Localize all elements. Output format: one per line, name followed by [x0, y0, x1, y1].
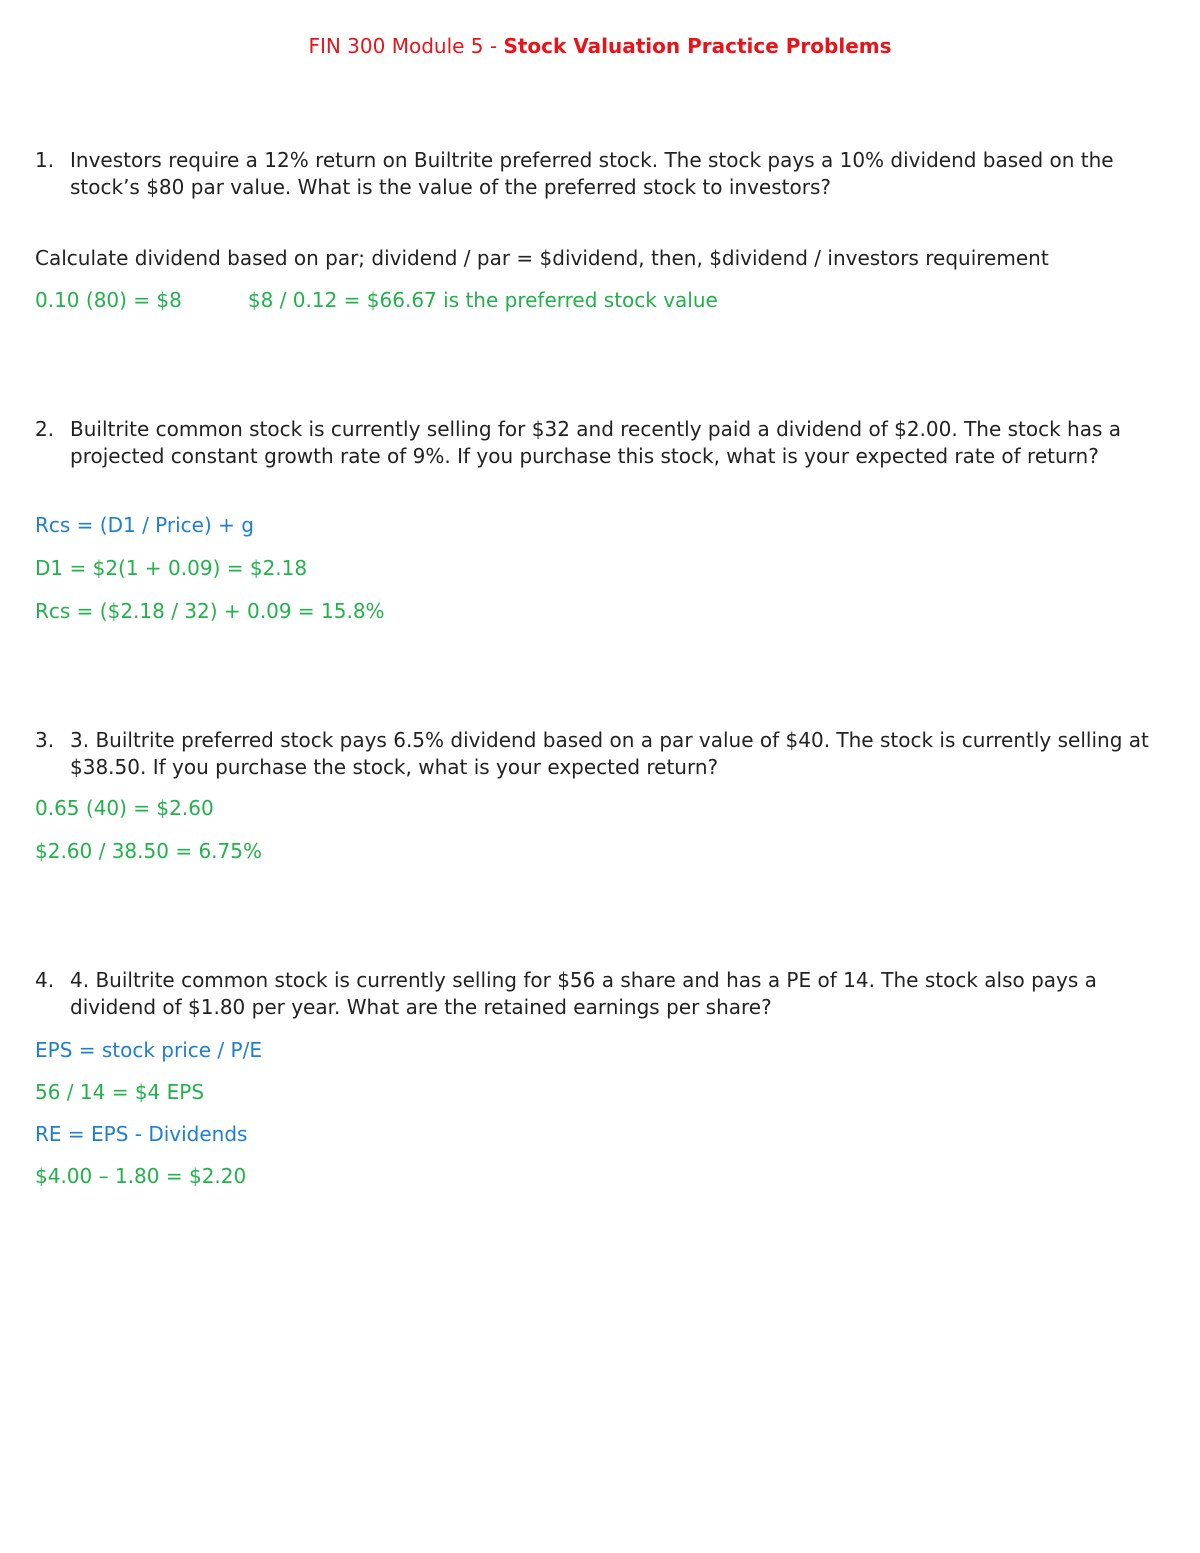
q1-calc-b: $8 / 0.12 = $66.67 is the preferred stock value [247, 288, 718, 312]
q4-eps-calc: 56 / 14 = $4 EPS [35, 1080, 205, 1104]
title-prefix: FIN 300 Module 5 - [308, 34, 504, 58]
question-1-number: 1. [35, 148, 55, 172]
question-1-text: Investors require a 12% return on Builtrite preferred stock. The stock pays a 10% dividend based on the stock’s $80 par value. What is the value of the preferred stock to investors? [70, 148, 1114, 199]
question-3 [35, 727, 1170, 781]
q1-calculation [35, 287, 718, 314]
question-3-number: 3. [35, 728, 55, 752]
q2-result: Rcs = ($2.18 / 32) + 0.09 = 15.8% [35, 599, 385, 623]
q3-calc-a: 0.65 (40) = $2.60 [35, 796, 214, 820]
q4-re-formula: RE = EPS - Dividends [35, 1122, 248, 1146]
q1-calc-a: 0.10 (80) = $8 [35, 288, 182, 312]
page-title [0, 34, 1200, 58]
question-2-number: 2. [35, 417, 55, 441]
q2-formula: Rcs = (D1 / Price) + g [35, 513, 254, 537]
question-2-text: Builtrite common stock is currently selling for $32 and recently paid a dividend of $2.00. The stock has a projected constant growth rate of 9%. If you purchase this stock, what is your expected rate of return? [70, 417, 1122, 468]
question-1 [35, 147, 1170, 201]
question-4 [35, 967, 1170, 1021]
question-4-number: 4. [35, 968, 55, 992]
q4-eps-formula: EPS = stock price / P/E [35, 1038, 262, 1062]
q3-calc-b: $2.60 / 38.50 = 6.75% [35, 839, 262, 863]
question-2 [35, 416, 1170, 470]
title-bold: Stock Valuation Practice Problems [503, 34, 892, 58]
question-3-text: 3. Builtrite preferred stock pays 6.5% dividend based on a par value of $40. The stock is currently selling at $38.50. If you purchase the stock, what is your expected return? [70, 728, 1149, 779]
q1-explanation: Calculate dividend based on par; dividend / par = $dividend, then, $dividend / investors requirement [35, 246, 1049, 270]
question-4-text: 4. Builtrite common stock is currently selling for $56 a share and has a PE of 14. The stock also pays a dividend of $1.80 per year. What are the retained earnings per share? [70, 968, 1097, 1019]
q4-re-calc: $4.00 – 1.80 = $2.20 [35, 1164, 247, 1188]
q2-d1: D1 = $2(1 + 0.09) = $2.18 [35, 556, 308, 580]
